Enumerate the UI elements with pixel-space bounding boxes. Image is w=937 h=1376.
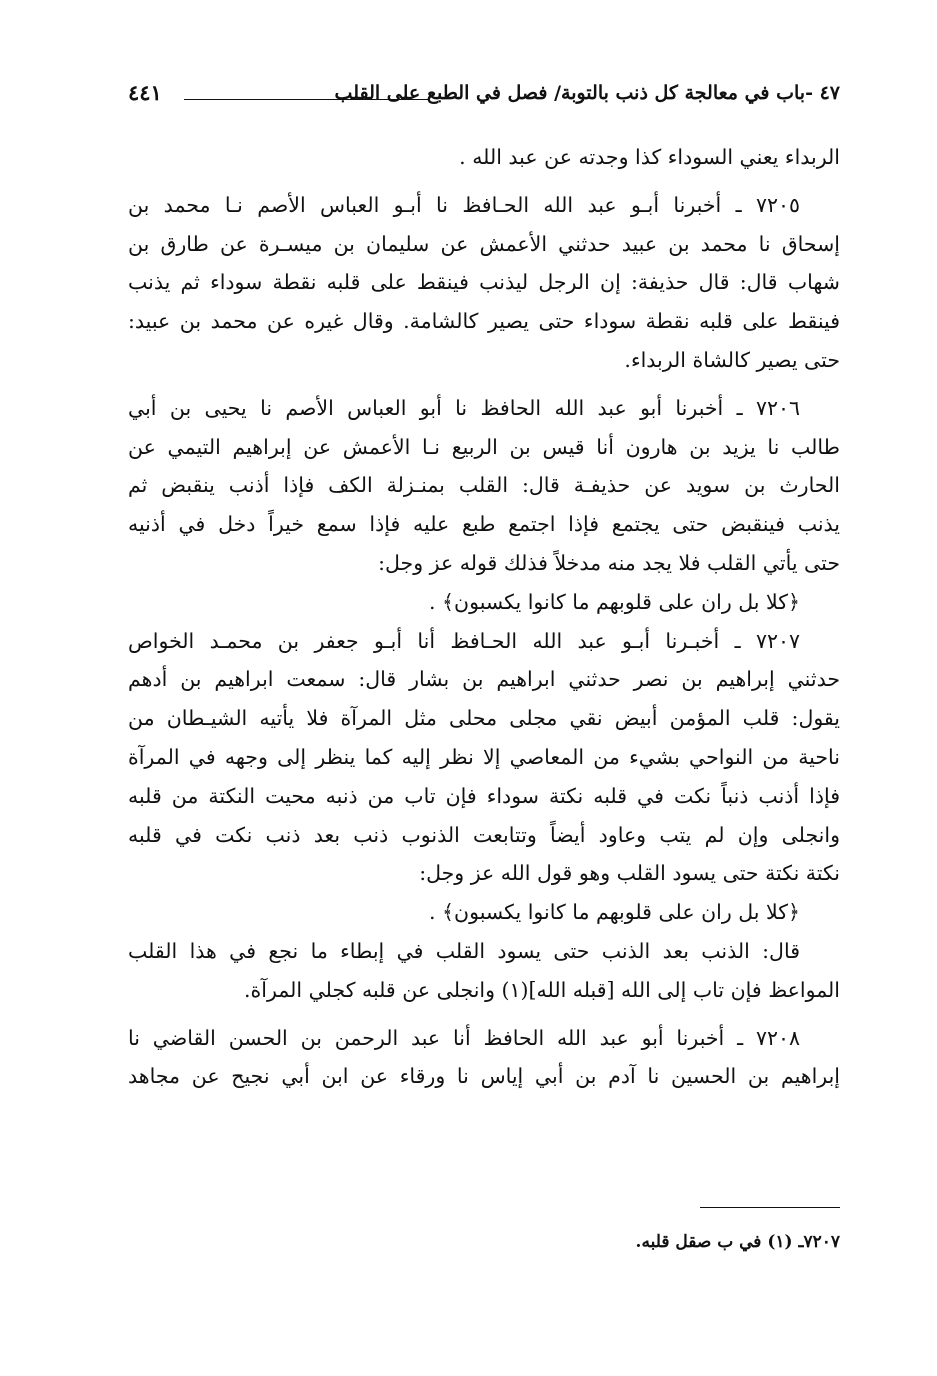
footnote: ٧٢٠٧ـ (١) في ب صقل قلبه. xyxy=(635,1232,840,1252)
text-line: الحارث بن سويد عن حذيفـة قال: القلب بمنـزلة الكف فإذا أذنب ينقبض ثم xyxy=(128,473,840,498)
text-line: المواعظ فإن تاب إلى الله [قبله الله](١) وانجلى عن قلبه كجلي المرآة. xyxy=(244,977,840,1002)
header-rule xyxy=(184,99,428,100)
text-line: حتى يأتي القلب فلا يجد منه مدخلاً فذلك قوله عز وجل: xyxy=(378,550,840,575)
text-line: فإذا أذنب ذنباً نكت في قلبه نكتة سوداء فإن تاب من ذنبه محيت النكتة من قلبه xyxy=(128,783,840,808)
text-line: حدثني إبراهيم بن نصر حدثني ابراهيم بن بشار قال: سمعت ابراهيم بن أدهم xyxy=(128,667,840,692)
text-line: ٧٢٠٧ ـ أخبـرنا أبـو عبد الله الحـافظ أنا أبـو جعفر بن محمـد الخواص xyxy=(128,628,800,653)
text-line: ٧٢٠٨ ـ أخبرنا أبو عبد الله الحافظ أنا عبد الرحمن بن الحسن القاضي نا xyxy=(128,1025,800,1050)
text-line: يقول: قلب المؤمن أبيض نقي مجلى محلى مثل المرآة فلا يأتيه الشيـطان من xyxy=(128,706,840,731)
text-line: ٧٢٠٥ ـ أخبرنا أبـو عبد الله الحـافظ نا أبـو العباس الأصم نـا محمد بن xyxy=(128,192,800,217)
text-line: ٧٢٠٦ ـ أخبرنا أبو عبد الله الحافظ نا أبو العباس الأصم نا يحيى بن أبي xyxy=(128,395,800,420)
text-line: ناحية من النواحي بشيء من المعاصي إلا نظر إليه كما ينظر إلى وجهه في المرآة xyxy=(128,744,840,769)
text-line: إبراهيم بن الحسين نا آدم بن أبي إياس نا ورقاء عن ابن أبي نجيح عن مجاهد xyxy=(128,1064,840,1089)
running-header xyxy=(128,78,840,118)
text-line: إسحاق نا محمد بن عبيد حدثني الأعمش عن سليمان بن ميسـرة عن طارق بن xyxy=(128,231,840,256)
chapter-title: ٤٧ -باب في معالجة كل ذنب بالتوبة/ فصل في الطبع على القلب xyxy=(334,82,840,104)
text-line: يذنب فينقبض حتى يجتمع فإذا اجتمع طبع عليه فإذا سمع خيراً دخل في أذنيه xyxy=(128,512,840,537)
text-line: طالب نا يزيد بن هارون أنا قيس بن الربيع نـا الأعمش عن إبراهيم التيمي عن xyxy=(128,434,840,459)
quran-verse: ﴿كلا بل ران على قلوبهم ما كانوا يكسبون﴾ . xyxy=(429,589,800,614)
text-line: وانجلى وإن لم يتب وعاود أيضاً وتتابعت الذنوب ذنب بعد ذنب نكت في قلبه xyxy=(128,822,840,847)
main-text xyxy=(128,138,840,1096)
text-line: الربداء يعني السوداء كذا وجدته عن عبد الله . xyxy=(459,145,840,169)
text-line: شهاب قال: قال حذيفة: إن الرجل ليذنب فينقط على قلبه نقطة سوداء ثم يذنب xyxy=(128,270,840,295)
text-line: حتى يصير كالشاة الربداء. xyxy=(624,347,840,372)
footnote-rule xyxy=(700,1207,840,1208)
text-line: قال: الذنب بعد الذنب حتى يسود القلب في إبطاء ما نجع في هذا القلب xyxy=(128,938,800,963)
quran-verse: ﴿كلا بل ران على قلوبهم ما كانوا يكسبون﴾ . xyxy=(429,900,800,925)
page-number: ٤٤١ xyxy=(128,80,162,105)
text-line: فينقط على قلبه نقطة سوداء حتى يصير كالشامة. وقال غيره عن محمد بن عبيد: xyxy=(128,309,840,334)
text-line: نكتة نكتة حتى يسود القلب وهو قول الله عز وجل: xyxy=(419,861,840,886)
